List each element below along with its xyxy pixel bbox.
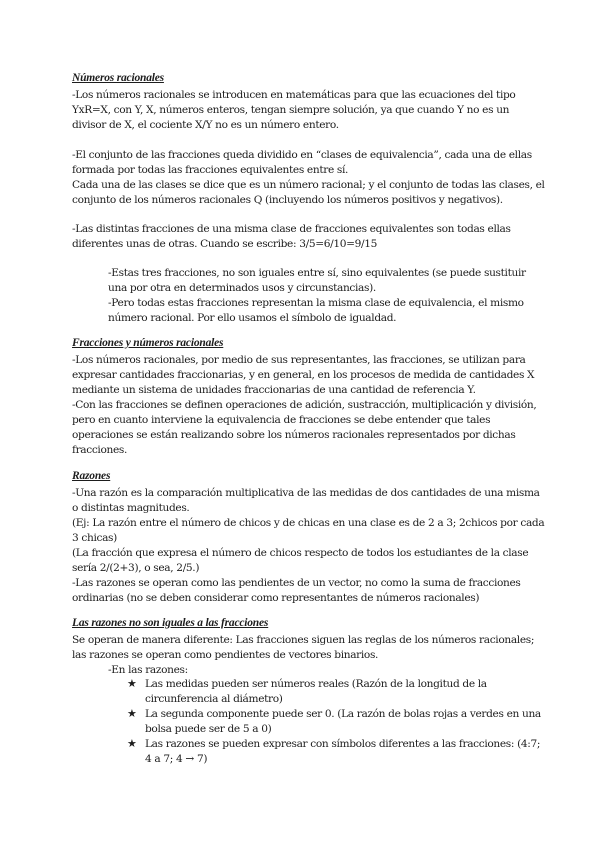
paragraph-line: Cada una de las clases se dice que es un número racional; y el conjunto de todas las clases, el	[72, 179, 545, 191]
indented-line: -Estas tres fracciones, no son iguales entre sí, sino equivalentes (se puede sustituir	[108, 267, 526, 279]
paragraph-line: ordinarias (no se deben considerar como representantes de números racionales)	[72, 592, 480, 604]
sub-heading: -En las razones:	[108, 664, 188, 676]
paragraph-line: operaciones se están realizando sobre los números racionales representados por dichas	[72, 429, 516, 441]
indented-line: una por otra en determinados usos y circunstancias).	[108, 282, 376, 294]
star-bullet-icon: ★	[127, 707, 137, 720]
paragraph-line: -El conjunto de las fracciones queda dividido en “clases de equivalencia”, cada una de ellas	[72, 149, 532, 161]
heading-no-iguales: Las razones no son iguales a las fracciones	[72, 617, 269, 629]
bullet-line: Las razones se pueden expresar con símbolos diferentes a las fracciones: (4:7;	[145, 738, 541, 750]
bullet-line: 4 a 7; 4 → 7)	[145, 753, 208, 765]
bullet-line: bolsa puede ser de 5 a 0)	[145, 723, 272, 735]
paragraph-line: o distintas magnitudes.	[72, 502, 190, 514]
paragraph-line: formada por todas las fracciones equivalentes entre sí.	[72, 164, 349, 176]
paragraph-line: divisor de X, el cociente X/Y no es un número entero.	[72, 119, 339, 131]
paragraph-line: (Ej: La razón entre el número de chicos y de chicas en una clase es de 2 a 3; 2chicos por cada	[72, 517, 545, 529]
heading-razones: Razones	[72, 470, 111, 482]
paragraph-line: 3 chicas)	[72, 532, 117, 544]
bullet-line: circunferencia al diámetro)	[145, 693, 283, 705]
paragraph-line: las razones se operan como pendientes de vectores binarios.	[72, 649, 379, 661]
paragraph-line: -Los números racionales, por medio de sus representantes, las fracciones, se utilizan para	[72, 354, 526, 366]
paragraph-line: -Una razón es la comparación multiplicativa de las medidas de dos cantidades de una misma	[72, 487, 540, 499]
heading-fracciones: Fracciones y números racionales	[72, 337, 224, 349]
paragraph-line: diferentes unas de otras. Cuando se escribe: 3/5=6/10=9/15	[72, 238, 378, 250]
paragraph-line: mediante un sistema de unidades fraccionarias de una cantidad de referencia Y.	[72, 384, 476, 396]
star-bullet-icon: ★	[127, 677, 137, 690]
indented-line: número racional. Por ello usamos el símbolo de igualdad.	[108, 312, 397, 324]
bullet-line: Las medidas pueden ser números reales (Razón de la longitud de la	[145, 678, 487, 690]
indented-line: -Pero todas estas fracciones representan la misma clase de equivalencia, el mismo	[108, 297, 524, 309]
paragraph-line: conjunto de los números racionales Q (incluyendo los números positivos y negativos).	[72, 194, 503, 206]
paragraph-line: -Con las fracciones se definen operaciones de adición, sustracción, multiplicación y división,	[72, 399, 537, 411]
star-bullet-icon: ★	[127, 737, 137, 750]
paragraph-line: (La fracción que expresa el número de chicos respecto de todos los estudiantes de la clase	[72, 547, 529, 559]
paragraph-line: YxR=X, con Y, X, números enteros, tengan siempre solución, ya que cuando Y no es un	[72, 104, 510, 116]
paragraph-line: fracciones.	[72, 444, 127, 456]
paragraph-line: -Las distintas fracciones de una misma clase de fracciones equivalentes son todas ellas	[72, 223, 511, 235]
paragraph-line: -Las razones se operan como las pendientes de un vector, no como la suma de fracciones	[72, 577, 521, 589]
heading-numeros-racionales: Números racionales	[72, 72, 164, 84]
bullet-line: La segunda componente puede ser 0. (La razón de bolas rojas a verdes en una	[145, 708, 541, 720]
paragraph-line: -Los números racionales se introducen en matemáticas para que las ecuaciones del tipo	[72, 89, 516, 101]
paragraph-line: expresar cantidades fraccionarias, y en general, en los procesos de medida de cantidades X	[72, 369, 535, 381]
paragraph-line: sería 2/(2+3), o sea, 2/5.)	[72, 562, 200, 574]
paragraph-line: pero en cuanto interviene la equivalencia de fracciones se debe entender que tales	[72, 414, 491, 426]
paragraph-line: Se operan de manera diferente: Las fracciones siguen las reglas de los números racionales;	[72, 634, 535, 646]
